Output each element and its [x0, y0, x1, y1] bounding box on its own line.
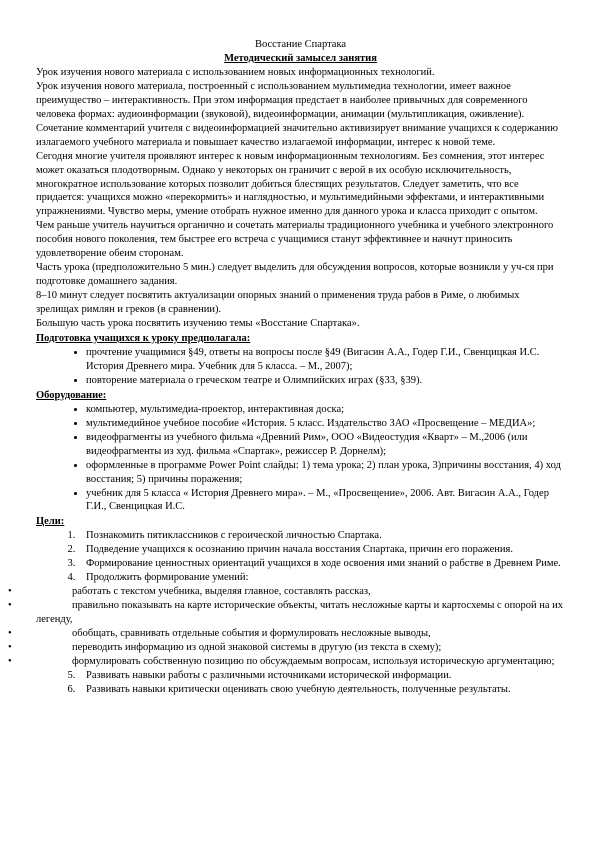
list-item: 5. Развивать навыки работы с различными источниками исторической информации. [78, 669, 565, 683]
list-item: • учебник для 5 класса « История Древнего мира». – М., «Просвещение», 2006. Авт. Вигасин А.А., Годер Г.И., Свенцицкая И.С. [86, 487, 565, 515]
list-item: • компьютер, мультимедиа-проектор, интерактивная доска; [86, 403, 565, 417]
bullet-icon: • [8, 641, 12, 653]
goals-list-continued [36, 669, 565, 697]
equipment-heading: Оборудование: [36, 389, 107, 401]
skills-list [8, 585, 565, 669]
document-subtitle: Методический замысел занятия [224, 52, 377, 64]
preparation-heading: Подготовка учащихся к уроку предполагала: [36, 333, 251, 345]
intro-paragraph: 8–10 минут следует посвятить актуализации опорных знаний о применения труда рабов в Риме, о любимых зрелищах римлян и греков (в сравнении). [36, 290, 520, 316]
bullet-icon: • [8, 600, 12, 612]
list-item: • переводить информацию из одной знаковой системы в другую (из текста в схему); [8, 641, 442, 653]
list-item: • оформленные в программе Power Point слайды: 1) тема урока; 2) план урока, 3)причины восстания, 4) ход восстания; 5) причины поражения; [86, 459, 565, 487]
preparation-list [36, 346, 565, 388]
list-item: • мультимедийное учебное пособие «История. 5 класс. Издательство ЗАО «Просвещение – МЕДИА»; [86, 417, 565, 431]
intro-paragraph: Урок изучения нового материала, построенный с использованием мультимедиа технологии, имеет важное преимущество – интерактивность. При этом информация предстает в наиболее привычных для современного человека формах: аудиоинформации (звуковой), видеоинформации, анимации (мультипликация, оживление). Сочетание комментарий учителя с видеоинформацией значительно активизирует внимание учащихся к содержанию излагаемого учебного материала и повышает качество излагаемой информации, интерес к новой теме. [36, 80, 558, 148]
intro-paragraph: Часть урока (предположительно 5 мин.) следует выделить для обсуждения вопросов, которые возникли у уч-ся при подготовке домашнего задания. [36, 262, 554, 288]
list-item: • обобщать, сравнивать отдельные события и формулировать несложные выводы, [8, 628, 431, 640]
intro-paragraph: Урок изучения нового материала с использованием новых информационных технологий. [36, 66, 435, 78]
intro-paragraph: Сегодня многие учителя проявляют интерес к новым информационным технологиям. Без сомнения, этот интерес может оказаться плодотворным. Однако у некоторых он граничит с верой в их особую исключительность, многократное использование которых позволит добиться блестящих результатов. Следует заметить, что все придается: учащихся можно «перекормить» и наглядностью, и мультимедийными эффектами, и интерактивными упражнениями. Чувство меры, умение отобрать нужное именно для данного урока и класса приходит с опытом. [36, 150, 545, 218]
goals-list [36, 529, 565, 585]
bullet-icon: • [8, 586, 12, 598]
list-item: • формулировать собственную позицию по обсуждаемым вопросам, используя историческую аргументацию; [8, 655, 555, 667]
list-item: 6. Развивать навыки критически оценивать свою учебную деятельность, полученные результаты. [78, 683, 565, 697]
equipment-list [36, 403, 565, 515]
list-item: 3. Формирование ценностных ориентаций учащихся в ходе освоения ими знаний о рабстве в Древнем Риме. [78, 557, 565, 571]
list-item: • правильно показывать на карте исторические объекты, читать несложные карты и картосхемы с опорой на их легенду, [8, 600, 563, 626]
goals-heading: Цели: [36, 516, 65, 528]
list-item: • прочтение учащимися §49, ответы на вопросы после §49 (Вигасин А.А., Годер Г.И., Свенцицкая И.С. История Древнего мира. Учебник для 5 класса. – М., 2007); [86, 346, 565, 374]
intro-section [36, 66, 565, 331]
list-item: • работать с текстом учебника, выделяя главное, составлять рассказ, [8, 586, 371, 598]
list-item: 4. Продолжить формирование умений: [78, 571, 565, 585]
bullet-icon: • [8, 628, 12, 640]
list-item: • повторение материала о греческом театре и Олимпийских играх (§33, §39). [86, 374, 565, 388]
document-title: Восстание Спартака [254, 39, 347, 50]
intro-paragraph: Чем раньше учитель научиться органично и сочетать материалы традиционного учебника и учебного электронного пособия нового поколения, тем быстрее его встреча с учащимися станут эффективнее и начнут приносить удовлетворение обеим сторонам. [36, 220, 554, 260]
list-item: 1. Познакомить пятиклассников с героической личностью Спартака. [78, 529, 565, 543]
bullet-icon: • [8, 655, 12, 667]
intro-paragraph: Большую часть урока посвятить изучению темы «Восстание Спартака». [36, 318, 360, 330]
list-item: 2. Подведение учащихся к осознанию причин начала восстания Спартака, причин его поражения. [78, 543, 565, 557]
list-item: • видеофрагменты из учебного фильма «Древний Рим», ООО «Видеостудия «Кварт» – М.,2006 (или видеофрагменты из худ. фильма «Спартак», режиссер Р. Дорнелм); [86, 431, 565, 459]
